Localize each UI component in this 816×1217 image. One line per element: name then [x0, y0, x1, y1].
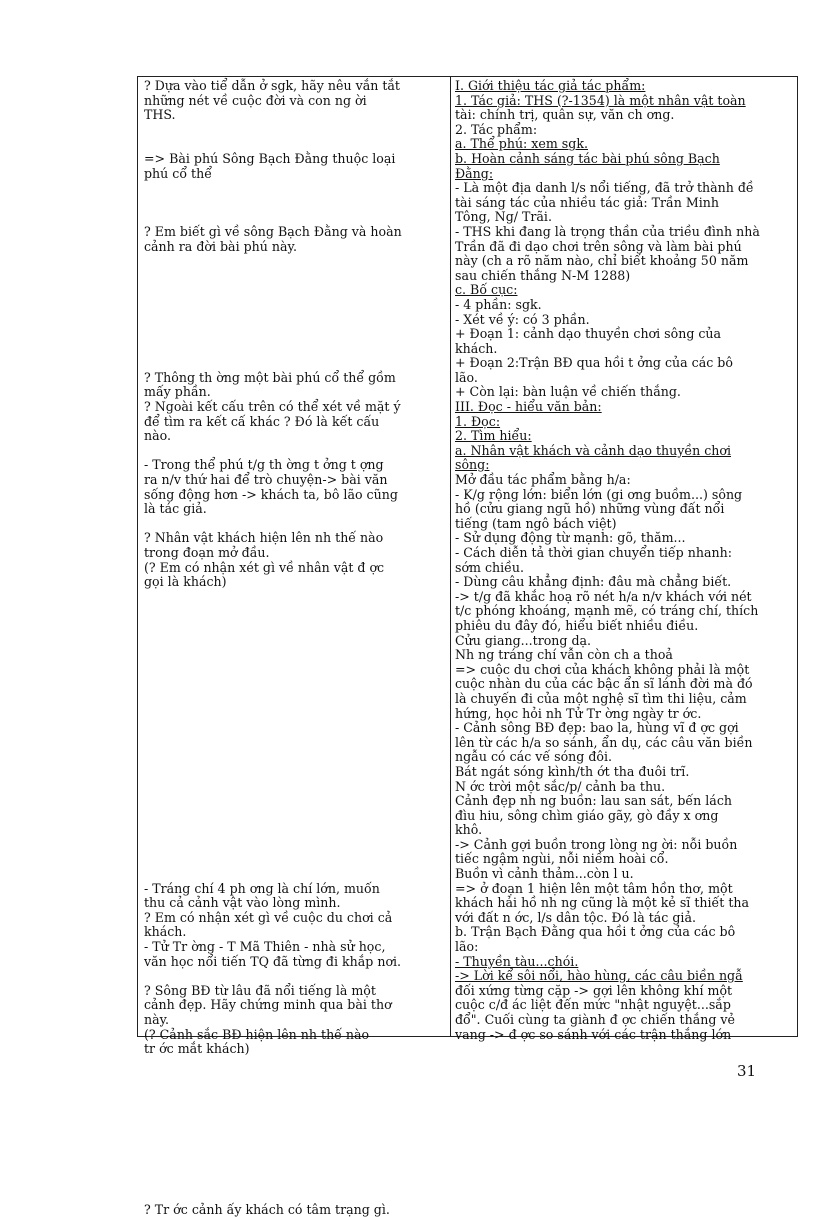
- text-line: I. Giới thiệu tác giả tác phẩm:: [455, 78, 646, 93]
- text-line: [144, 1159, 444, 1174]
- text-line: [144, 181, 444, 196]
- text-line: Buồn vì cảnh thảm...còn l u.: [455, 866, 634, 882]
- text-line: [144, 707, 444, 722]
- text-line: - Dùng câu khẳng định: đâu mà chẳng biết.: [455, 574, 732, 590]
- text-line: [144, 1188, 444, 1203]
- text-line: tr ớc mắt khách): [144, 1041, 250, 1057]
- text-line: - 4 phần: sgk.: [455, 296, 542, 312]
- text-line: với đất n ớc, l/s dân tộc. Đó là tác giả.: [455, 909, 696, 925]
- text-line: văn học nổi tiến TQ đã từng đi khắp nơi.: [144, 953, 402, 969]
- left-column-questions: [144, 78, 444, 1217]
- text-line: Cảnh đẹp nh ng buồn: lau san sát, bến lách: [455, 793, 732, 809]
- text-line: cuộc nhàn du của các bậc ẩn sĩ lánh đời mà đó: [455, 676, 753, 692]
- text-line: [144, 298, 444, 313]
- text-line: thu cả cảnh vật vào lòng mình.: [144, 895, 341, 911]
- text-line: sớm chiều.: [455, 559, 525, 575]
- text-line: [144, 663, 444, 678]
- text-line: ? Nhân vật khách hiện lên nh thế nào: [144, 530, 384, 546]
- text-line: để tìm ra kết cấ khác ? Đó là kết cấu: [144, 413, 380, 429]
- text-line: t/c phóng khoáng, mạnh mẽ, có tráng chí, thích: [455, 603, 759, 619]
- text-line: [144, 1071, 444, 1086]
- text-line: cuộc c/đ ác liệt đến mức "nhật nguyệt...sắp: [455, 997, 731, 1013]
- text-line: - THS khi đang là trọng thần của triều đình nhà: [455, 223, 760, 239]
- text-line: III. Đọc - hiểu văn bản:: [455, 399, 602, 415]
- text-line: [144, 692, 444, 707]
- text-line: -> Cảnh gợi buồn trong lòng ng ời: nỗi buồn: [455, 836, 738, 852]
- text-line: [144, 1115, 444, 1130]
- text-line: [144, 969, 444, 984]
- text-line: 2. Tác phẩm:: [455, 121, 538, 137]
- text-line: [144, 123, 444, 138]
- text-line: Tông, Ng/ Trãi.: [455, 209, 552, 225]
- text-line: N ớc trời một sắc/p/ cảnh ba thu.: [455, 778, 666, 794]
- text-line: khách.: [455, 340, 498, 356]
- text-line: - Là một địa danh l/s nổi tiếng, đã trở thành đề: [455, 180, 754, 196]
- text-line: [144, 1086, 444, 1101]
- text-line: ? Em biết gì về sông Bạch Đằng và hoàn: [144, 223, 402, 239]
- text-line: + Đoạn 1: cảnh dạo thuyền chơi sông của: [455, 326, 722, 342]
- text-line: [144, 283, 444, 298]
- right-column-content: [455, 78, 793, 1042]
- text-line: => cuộc du chơi của khách không phải là một: [455, 661, 750, 677]
- text-line: Mở đầu tác phẩm bằng h/a:: [455, 472, 631, 488]
- text-line: [144, 765, 444, 780]
- text-line: tiếc ngậm ngùi, nỗi niềm hoài cổ.: [455, 851, 669, 867]
- text-line: [144, 313, 444, 328]
- text-line: tiếng (tam ngô bách việt): [455, 515, 617, 531]
- text-line: [144, 254, 444, 269]
- text-line: => Bài phú Sông Bạch Đằng thuộc loại: [144, 150, 396, 166]
- text-line: [144, 590, 444, 605]
- text-line: THS.: [144, 107, 176, 123]
- text-line: sống động hơn -> khách ta, bô lão cũng: [144, 486, 398, 502]
- text-line: ? Tr ớc cảnh ấy khách có tâm trạng gì.: [144, 1201, 390, 1217]
- text-line: sau chiến thắng N-M 1288): [455, 267, 631, 283]
- text-line: [144, 1174, 444, 1189]
- text-line: + Đoạn 2:Trận BĐ qua hồi t ởng của các bô: [455, 355, 733, 371]
- text-line: [144, 750, 444, 765]
- text-line: này (ch a rõ năm nào, chỉ biết khoảng 50 năm: [455, 253, 749, 269]
- text-line: (? Em có nhận xét gì về nhân vật đ ợc: [144, 559, 385, 575]
- text-line: - K/g rộng lớn: biển lớn (gi ơng buồm...) sông: [455, 486, 743, 502]
- text-line: [144, 780, 444, 795]
- text-line: cảnh ra đời bài phú này.: [144, 238, 297, 254]
- text-line: [144, 823, 444, 838]
- text-line: -> Lời kể sôi nổi, hào hùng, các câu biền ngẫ: [455, 968, 743, 984]
- text-line: vang -> đ ợc so sánh với các trận thắng lớn: [455, 1026, 732, 1042]
- text-line: [144, 1144, 444, 1159]
- text-line: a. Thể phú: xem sgk.: [455, 136, 588, 152]
- text-line: Đằng:: [455, 165, 494, 181]
- text-line: - Sử dụng động từ mạnh: gõ, thăm...: [455, 530, 686, 546]
- text-line: ngẫu có các vế sóng đôi.: [455, 749, 613, 765]
- text-line: sông:: [455, 457, 490, 473]
- text-line: ? Sông BĐ từ lâu đã nổi tiếng là một: [144, 982, 376, 998]
- text-line: a. Nhân vật khách và cảnh dạo thuyền chơi: [455, 442, 731, 458]
- text-line: Nh ng tráng chí vẫn còn ch a thoả: [455, 647, 673, 663]
- text-line: c. Bố cục:: [455, 282, 518, 298]
- text-line: [144, 634, 444, 649]
- text-line: - Xét về ý: có 3 phần.: [455, 311, 590, 327]
- text-line: [144, 1101, 444, 1116]
- text-line: Trần đã đi dạo chơi trên sông và làm bài phú: [455, 238, 742, 254]
- text-line: hồ (cửu giang ngũ hồ) những vùng đất nổi: [455, 501, 725, 517]
- text-line: Bát ngát sóng kình/th ớt tha đuôi trĩ.: [455, 763, 690, 779]
- text-line: khách hải hồ nh ng cũng là một kẻ sĩ thiết tha: [455, 895, 750, 911]
- text-line: phiêu du đây đó, hiểu biết nhiều điều.: [455, 617, 699, 633]
- text-line: lão.: [455, 369, 478, 385]
- text-line: [144, 356, 444, 371]
- text-line: [144, 1057, 444, 1072]
- text-line: là tác giả.: [144, 501, 207, 517]
- text-line: ? Thông th ờng một bài phú cổ thể gồm: [144, 369, 396, 385]
- text-line: này.: [144, 1012, 170, 1027]
- text-line: - Cảnh sông BĐ đẹp: bao la, hùng vĩ đ ợc gợi: [455, 720, 739, 736]
- text-line: lão:: [455, 939, 479, 955]
- text-line: [144, 196, 444, 211]
- text-line: [144, 444, 444, 459]
- text-line: đổ". Cuối cùng ta giành đ ợc chiến thắng vẻ: [455, 1012, 735, 1027]
- text-line: [144, 809, 444, 824]
- text-line: [144, 210, 444, 225]
- text-line: [144, 867, 444, 882]
- text-line: [144, 648, 444, 663]
- text-line: - Thuyền tàu...chói.: [455, 953, 579, 969]
- column-divider: [450, 77, 451, 1036]
- text-line: nào.: [144, 428, 171, 444]
- text-line: [144, 794, 444, 809]
- text-line: ? Ngoài kết cấu trên có thể xét về mặt ý: [144, 399, 401, 415]
- text-line: => ở đoạn 1 hiện lên một tâm hồn thơ, một: [455, 880, 733, 896]
- text-line: -> t/g đã khắc hoạ rõ nét h/a n/v khách với nét: [455, 588, 752, 604]
- text-line: là chuyến đi của một nghệ sĩ tìm thi liệu, cảm: [455, 690, 747, 706]
- text-line: khách.: [144, 924, 187, 940]
- text-line: (? Cảnh sắc BĐ hiện lên nh thế nào: [144, 1026, 370, 1042]
- text-line: 1. Tác giả: THS (?-1354) là một nhân vật toàn: [455, 92, 746, 108]
- text-line: đối xứng từng cặp -> gợi lên không khí một: [455, 982, 733, 998]
- text-line: + Còn lại: bàn luận về chiến thắng.: [455, 384, 681, 400]
- text-line: [144, 342, 444, 357]
- text-line: [144, 736, 444, 751]
- text-line: 2. Tìm hiểu:: [455, 428, 532, 444]
- text-line: [144, 604, 444, 619]
- text-line: đìu hiu, sông chìm giáo gãy, gò đầy x ơng: [455, 807, 719, 823]
- text-line: b. Hoàn cảnh sáng tác bài phú sông Bạch: [455, 150, 720, 166]
- text-line: - Cách diễn tả thời gian chuyển tiếp nhanh:: [455, 545, 732, 560]
- text-line: [144, 721, 444, 736]
- text-line: [144, 517, 444, 532]
- text-line: [144, 137, 444, 152]
- text-line: - Trong thể phú t/g th ờng t ởng t ợng: [144, 457, 384, 473]
- text-line: - Tráng chí 4 ph ơng là chí lớn, muốn: [144, 880, 380, 896]
- text-line: [144, 269, 444, 284]
- text-line: ? Dựa vào tiể dẫn ở sgk, hãy nêu vắn tắt: [144, 78, 400, 93]
- text-line: [144, 677, 444, 692]
- text-line: những nét về cuộc đời và con ng ời: [144, 92, 367, 108]
- text-line: b. Trận Bạch Đằng qua hồi t ởng của các bô: [455, 924, 736, 940]
- text-line: tài sáng tác của nhiều tác giả: Trần Minh: [455, 194, 720, 210]
- text-line: 1. Đọc:: [455, 413, 501, 429]
- text-line: tài: chính trị, quân sự, văn ch ơng.: [455, 107, 675, 123]
- text-line: gọi là khách): [144, 574, 227, 590]
- text-line: [144, 852, 444, 867]
- page-number: 31: [737, 1062, 757, 1080]
- text-line: [144, 1130, 444, 1145]
- text-line: ra n/v thứ hai để trò chuyện-> bài văn: [144, 472, 388, 488]
- text-line: ? Em có nhận xét gì về cuộc du chơi cả: [144, 909, 393, 925]
- text-line: khô.: [455, 822, 483, 838]
- text-line: [144, 619, 444, 634]
- text-line: lên từ các h/a so sánh, ẩn dụ, các câu văn biền: [455, 734, 753, 750]
- text-line: - Tử Tr ờng - T Mã Thiên - nhà sử học,: [144, 939, 386, 955]
- text-line: cảnh đẹp. Hãy chứng minh qua bài thơ: [144, 997, 392, 1013]
- text-line: hứng, học hỏi nh Tử Tr ờng ngày tr ớc.: [455, 705, 702, 721]
- text-line: Cửu giang...trong dạ.: [455, 632, 592, 648]
- text-line: mấy phần.: [144, 384, 211, 400]
- text-line: [144, 838, 444, 853]
- text-line: phú cổ thể: [144, 165, 212, 181]
- text-line: trong đoạn mở đầu.: [144, 545, 270, 560]
- text-line: [144, 327, 444, 342]
